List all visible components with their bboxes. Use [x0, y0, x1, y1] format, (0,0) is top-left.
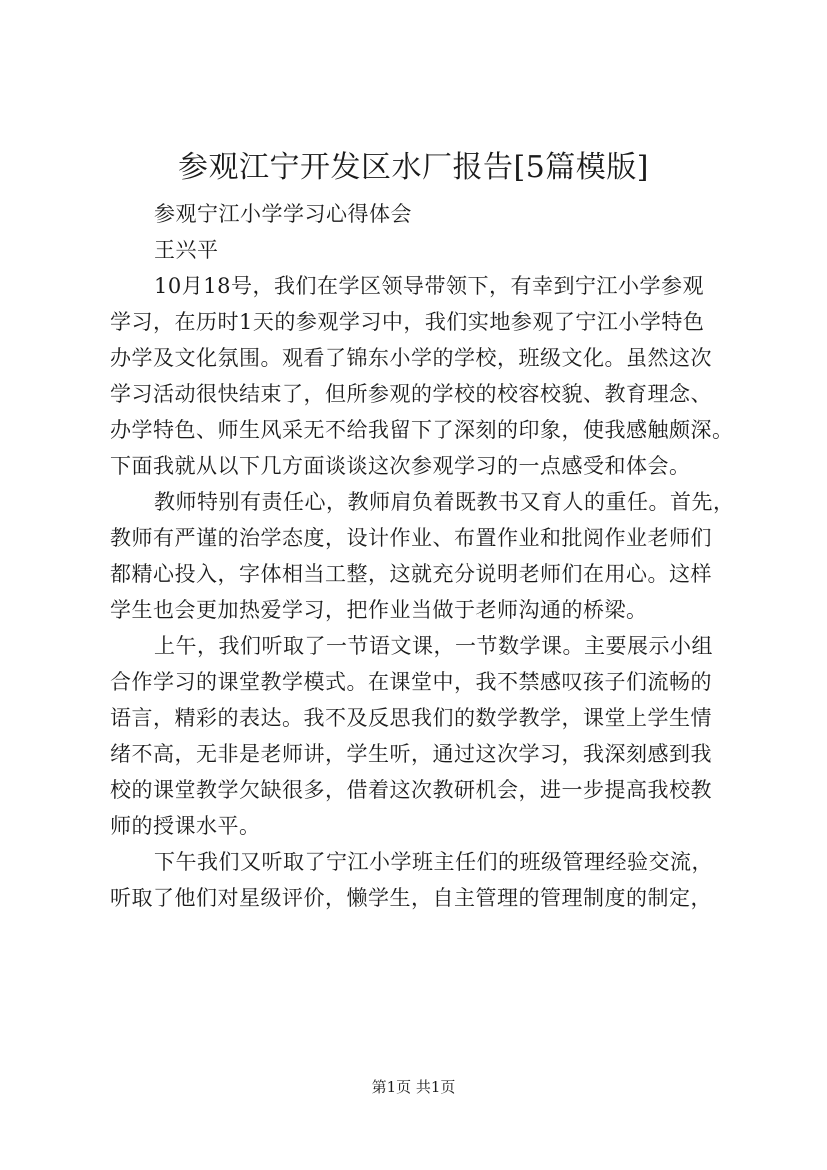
document-subtitle: 参观宁江小学学习心得体会 — [154, 202, 412, 226]
paragraph-line: 绪不高，无非是老师讲，学生听，通过这次学习，我深刻感到我 — [110, 742, 712, 766]
paragraph-line: 10月18号，我们在学区领导带领下，有幸到宁江小学参观 — [154, 274, 704, 298]
paragraph-line: 语言，精彩的表达。我不及反思我们的数学教学，课堂上学生情 — [110, 706, 712, 730]
paragraph-line: 教师有严谨的治学态度，设计作业、布置作业和批阅作业老师们 — [110, 526, 712, 550]
paragraph-line: 合作学习的课堂教学模式。在课堂中，我不禁感叹孩子们流畅的 — [110, 670, 712, 694]
paragraph-line: 下午我们又听取了宁江小学班主任们的班级管理经验交流， — [154, 850, 713, 874]
paragraph-line: 办学特色、师生风采无不给我留下了深刻的印象，使我感触颇深。 — [110, 418, 734, 442]
paragraph-line: 学生也会更加热爱学习，把作业当做于老师沟通的桥梁。 — [110, 598, 648, 622]
paragraph-line: 师的授课水平。 — [110, 814, 261, 838]
page-footer: 第1页 共1页 — [371, 1078, 456, 1096]
paragraph-3 — [110, 628, 738, 844]
paragraph-2 — [110, 484, 738, 628]
paragraph-line: 上午，我们听取了一节语文课，一节数学课。主要展示小组 — [154, 634, 713, 658]
paragraph-line: 校的课堂教学欠缺很多，借着这次教研机会，进一步提高我校教 — [110, 778, 712, 802]
document-title: 参观江宁开发区水厂报告[5篇模版] — [178, 150, 649, 185]
document-body — [110, 196, 738, 916]
paragraph-4 — [110, 844, 738, 916]
paragraph-line: 学习，在历时1天的参观学习中，我们实地参观了宁江小学特色 — [110, 310, 705, 334]
paragraph-line: 都精心投入，字体相当工整，这就充分说明老师们在用心。这样 — [110, 562, 712, 586]
paragraph-line: 办学及文化氛围。观看了锦东小学的学校，班级文化。虽然这次 — [110, 346, 712, 370]
paragraph-line: 学习活动很快结束了，但所参观的学校的校容校貌、教育理念、 — [110, 382, 712, 406]
paragraph-line: 教师特别有责任心，教师肩负着既教书又育人的重任。首先， — [154, 490, 735, 514]
paragraph-1 — [110, 268, 738, 484]
paragraph-line: 听取了他们对星级评价，懒学生，自主管理的管理制度的制定， — [110, 886, 712, 910]
paragraph-line: 下面我就从以下几方面谈谈这次参观学习的一点感受和体会。 — [110, 454, 691, 478]
document-author: 王兴平 — [154, 238, 219, 262]
